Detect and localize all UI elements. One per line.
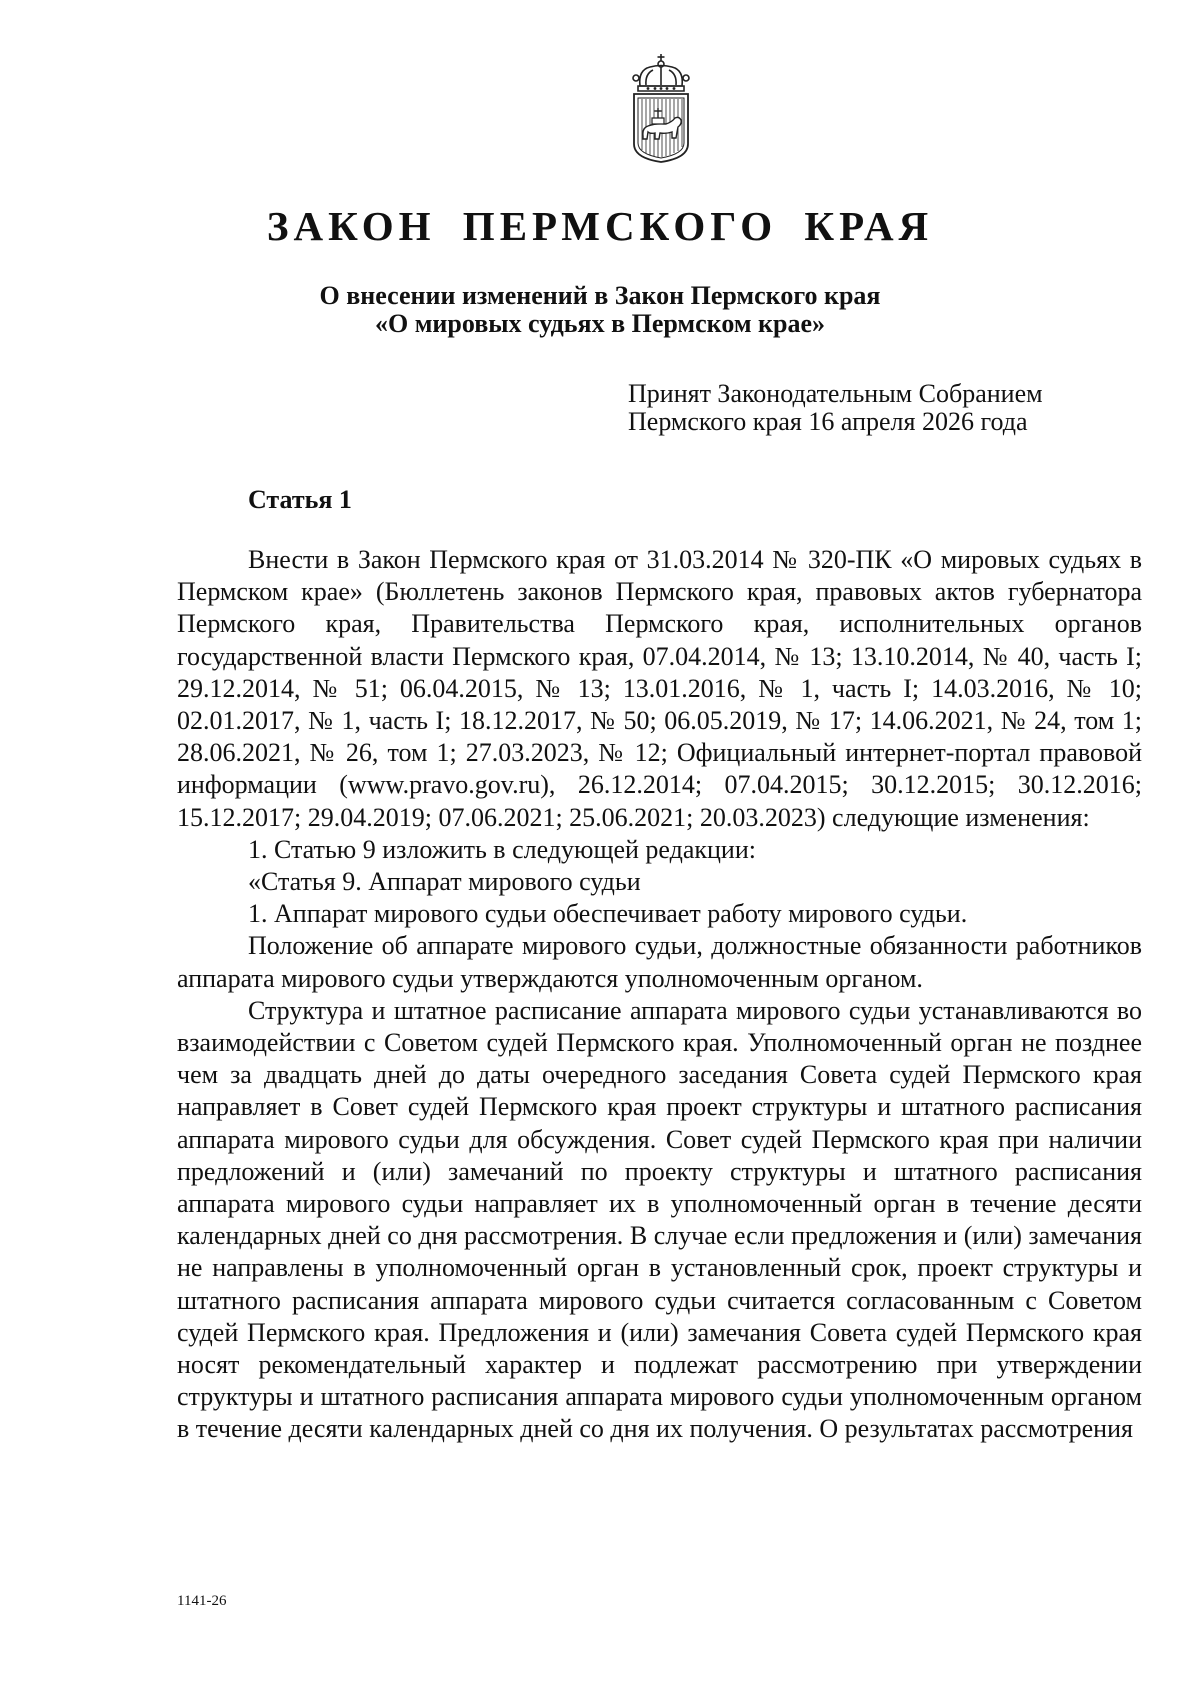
adoption-note: [628, 380, 1043, 436]
paragraph: Внести в Закон Пермского края от 31.03.2014 № 320-ПК «О мировых судьях в Пермском крае» (Бюллетень законов Пермского края, правовых актов губернатора Пермского края, Правительства Пермского края, исполнительных органов государственной власти Пермского края, 07.04.2014, № 13; 13.10.2014, № 40, часть I; 29.12.2014, № 51; 06.04.2015, № 13; 13.01.2016, № 1, часть I; 14.03.2016, № 10; 02.01.2017, № 1, часть I; 18.12.2017, № 50; 06.05.2019, № 17; 14.06.2021, № 24, том 1; 28.06.2021, № 26, том 1; 27.03.2023, № 12; Официальный интернет-портал правовой информации (www.pravo.gov.ru), 26.12.2014; 07.04.2015; 30.12.2015; 30.12.2016; 15.12.2017; 29.04.2019; 07.06.2021; 25.06.2021; 20.03.2023) следующие изменения:: [177, 545, 1142, 832]
paragraph: Структура и штатное расписание аппарата мирового судьи устанавливаются во взаимодействии с Советом судей Пермского края. Уполномоченный орган не позднее чем за двадцать дней до даты очередного заседания Совета судей Пермского края направляет в Совет судей Пермского края проект структуры и штатного расписания аппарата мирового судьи для обсуждения. Совет судей Пермского края при наличии предложений и (или) замечаний по проекту структуры и штатного расписания аппарата мирового судьи направляет их в уполномоченный орган в течение десяти календарных дней со дня рассмотрения. В случае если предложения и (или) замечания не направлены в уполномоченный орган в установленный срок, проект структуры и штатного расписания аппарата мирового судьи считается согласованным с Советом судей Пермского края. Предложения и (или) замечания Совета судей Пермского края носят рекомендательный характер и подлежат рассмотрению при утверждении структуры и штатного расписания аппарата мирового судьи уполномоченным органом в течение десяти календарных дней со дня их получения. О результатах рассмотрения: [177, 995, 1142, 1444]
coat-of-arms-icon: [626, 52, 696, 164]
paragraph: «Статья 9. Аппарат мирового судьи: [248, 867, 641, 897]
adoption-line-1: Принят Законодательным Собранием: [628, 379, 1043, 408]
document-subtitle: [0, 282, 1200, 338]
paragraph: Положение об аппарате мирового судьи, должностные обязанности работников аппарата мирового судьи утверждаются уполномоченным органом.: [177, 931, 1142, 993]
article-heading: Статья 1: [248, 485, 352, 514]
adoption-line-2: Пермского края 16 апреля 2026 года: [628, 407, 1028, 436]
document-title: ЗАКОН ПЕРМСКОГО КРАЯ: [266, 203, 934, 249]
paragraph: 1. Аппарат мирового судьи обеспечивает работу мирового судьи.: [248, 899, 968, 929]
document-code: 1141-26: [177, 1593, 227, 1609]
subtitle-line-2: «О мировых судьях в Пермском крае»: [374, 309, 826, 338]
paragraph: 1. Статью 9 изложить в следующей редакции:: [248, 834, 756, 864]
article-body: [177, 544, 1142, 1446]
subtitle-line-1: О внесении изменений в Закон Пермского края: [319, 281, 881, 310]
